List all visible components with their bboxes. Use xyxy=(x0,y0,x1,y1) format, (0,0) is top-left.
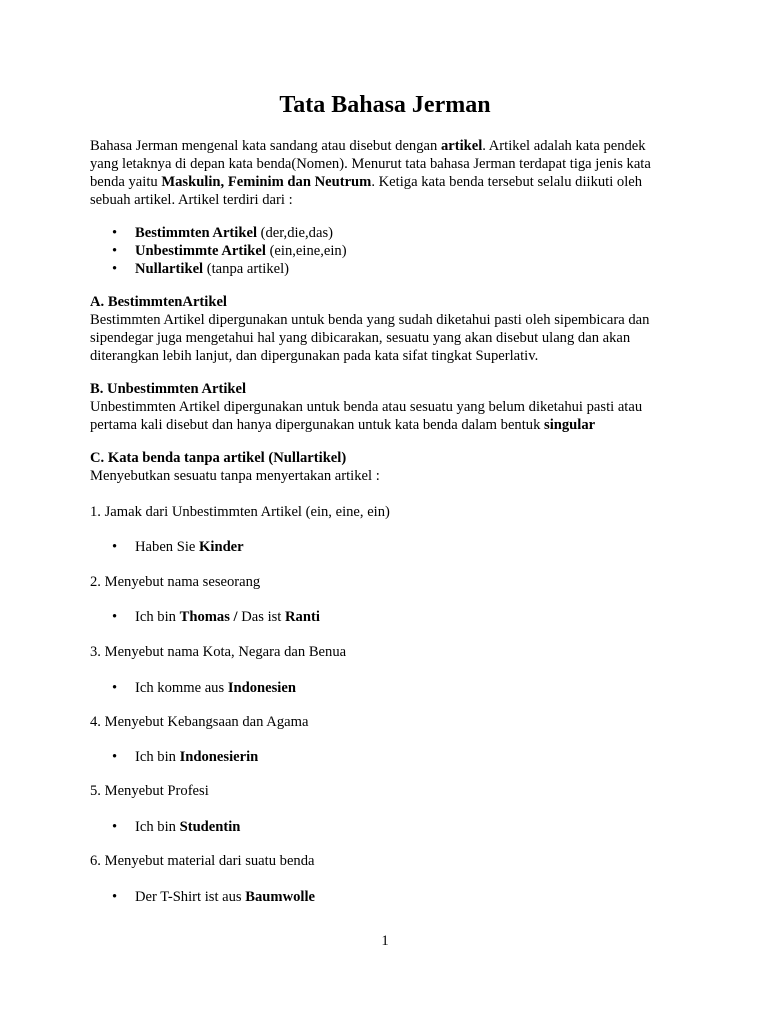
example-text xyxy=(135,608,320,626)
intro-line-3 xyxy=(90,173,680,191)
bullet-icon: • xyxy=(112,539,118,555)
section-a-line-1: Bestimmten Artikel dipergunakan untuk benda yang sudah diketahui pasti oleh sipembicara dan xyxy=(90,312,650,328)
intro-line-2: yang letaknya di depan kata benda(Nomen). Menurut tata bahasa Jerman terdapat tiga jenis kata xyxy=(90,156,651,172)
intro-line-4: sebuah artikel. Artikel terdiri dari : xyxy=(90,192,293,208)
bullet-icon: • xyxy=(112,819,118,835)
list-item-bold: Nullartikel xyxy=(135,261,204,277)
bullet-icon: • xyxy=(112,609,118,625)
page-title: Tata Bahasa Jerman xyxy=(279,92,491,118)
section-heading-text: C. Kata benda tanpa artikel (Nullartikel) xyxy=(90,450,347,466)
intro-text: . Artikel adalah kata pendek xyxy=(482,138,646,154)
example-bold: Studentin xyxy=(179,819,241,835)
intro-bold-term: artikel xyxy=(440,138,483,154)
intro-text: Bahasa Jerman mengenal kata sandang atau disebut dengan xyxy=(90,138,441,154)
intro-bold-term: Maskulin, Feminim dan Neutrum xyxy=(161,174,372,190)
item-label: 6. Menyebut material dari suatu benda xyxy=(90,853,315,869)
item-label: 5. Menyebut Profesi xyxy=(90,783,209,799)
item-label: 2. Menyebut nama seseorang xyxy=(90,574,261,590)
intro-line-1 xyxy=(90,137,680,155)
example-text xyxy=(135,818,240,836)
example-bold: Thomas / xyxy=(179,609,238,625)
section-text: pertama kali disebut dan hanya dipergunakan untuk kata benda dalam bentuk xyxy=(90,417,545,433)
example-plain: Ich bin xyxy=(135,819,180,835)
section-a-heading xyxy=(90,293,680,311)
example-plain: Das ist xyxy=(237,609,286,625)
intro-text: . Ketiga kata benda tersebut selalu diikuti oleh xyxy=(371,174,643,190)
list-item-rest: (ein,eine,ein) xyxy=(265,243,347,259)
item-label: 1. Jamak dari Unbestimmten Artikel (ein, eine, ein) xyxy=(90,504,390,520)
page-number: 1 xyxy=(381,933,389,949)
bullet-icon: • xyxy=(112,680,118,696)
list-item-bold: Bestimmten Artikel xyxy=(135,225,257,241)
example-bold: Ranti xyxy=(285,609,320,625)
section-c-heading xyxy=(90,449,680,467)
section-b-heading xyxy=(90,380,680,398)
example-plain: Haben Sie xyxy=(135,539,200,555)
example-text xyxy=(135,748,258,766)
section-a-line-2: sipendegar juga mengetahui hal yang dibicarakan, sesuatu yang akan disebut ulang dan akan xyxy=(90,330,631,346)
section-heading-text: A. BestimmtenArtikel xyxy=(90,294,227,310)
item-label: 4. Menyebut Kebangsaan dan Agama xyxy=(90,714,309,730)
example-text xyxy=(135,888,315,906)
bullet-icon: • xyxy=(112,749,118,765)
list-item-text xyxy=(135,242,347,260)
section-bold-term: singular xyxy=(544,417,596,433)
example-bold: Indonesierin xyxy=(179,749,259,765)
list-item-bold: Unbestimmte Artikel xyxy=(135,243,266,259)
section-heading-text: B. Unbestimmten Artikel xyxy=(90,381,247,397)
bullet-icon: • xyxy=(112,889,118,905)
example-plain: Ich bin xyxy=(135,749,180,765)
example-bold: Kinder xyxy=(199,539,244,555)
list-item-text xyxy=(135,260,289,278)
section-a-line-3: diterangkan lebih lanjut, dan dipergunakan pada kata sifat tingkat Superlativ. xyxy=(90,348,539,364)
intro-text: benda yaitu xyxy=(90,174,162,190)
list-item-rest: (der,die,das) xyxy=(257,225,333,241)
example-plain: Ich komme aus xyxy=(135,680,228,696)
example-bold: Indonesien xyxy=(227,680,296,696)
list-item-rest: (tanpa artikel) xyxy=(203,261,290,277)
bullet-icon: • xyxy=(112,225,118,241)
section-c-line-1: Menyebutkan sesuatu tanpa menyertakan artikel : xyxy=(90,468,380,484)
example-plain: Der T-Shirt ist aus xyxy=(135,889,246,905)
example-text xyxy=(135,538,244,556)
example-bold: Baumwolle xyxy=(245,889,315,905)
section-b-line-1: Unbestimmten Artikel dipergunakan untuk benda atau sesuatu yang belum diketahui pasti atau xyxy=(90,399,643,415)
bullet-icon: • xyxy=(112,243,118,259)
section-b-line-2 xyxy=(90,416,680,434)
example-plain: Ich bin xyxy=(135,609,180,625)
bullet-icon: • xyxy=(112,261,118,277)
item-label: 3. Menyebut nama Kota, Negara dan Benua xyxy=(90,644,347,660)
example-text xyxy=(135,679,296,697)
list-item-text xyxy=(135,224,333,242)
